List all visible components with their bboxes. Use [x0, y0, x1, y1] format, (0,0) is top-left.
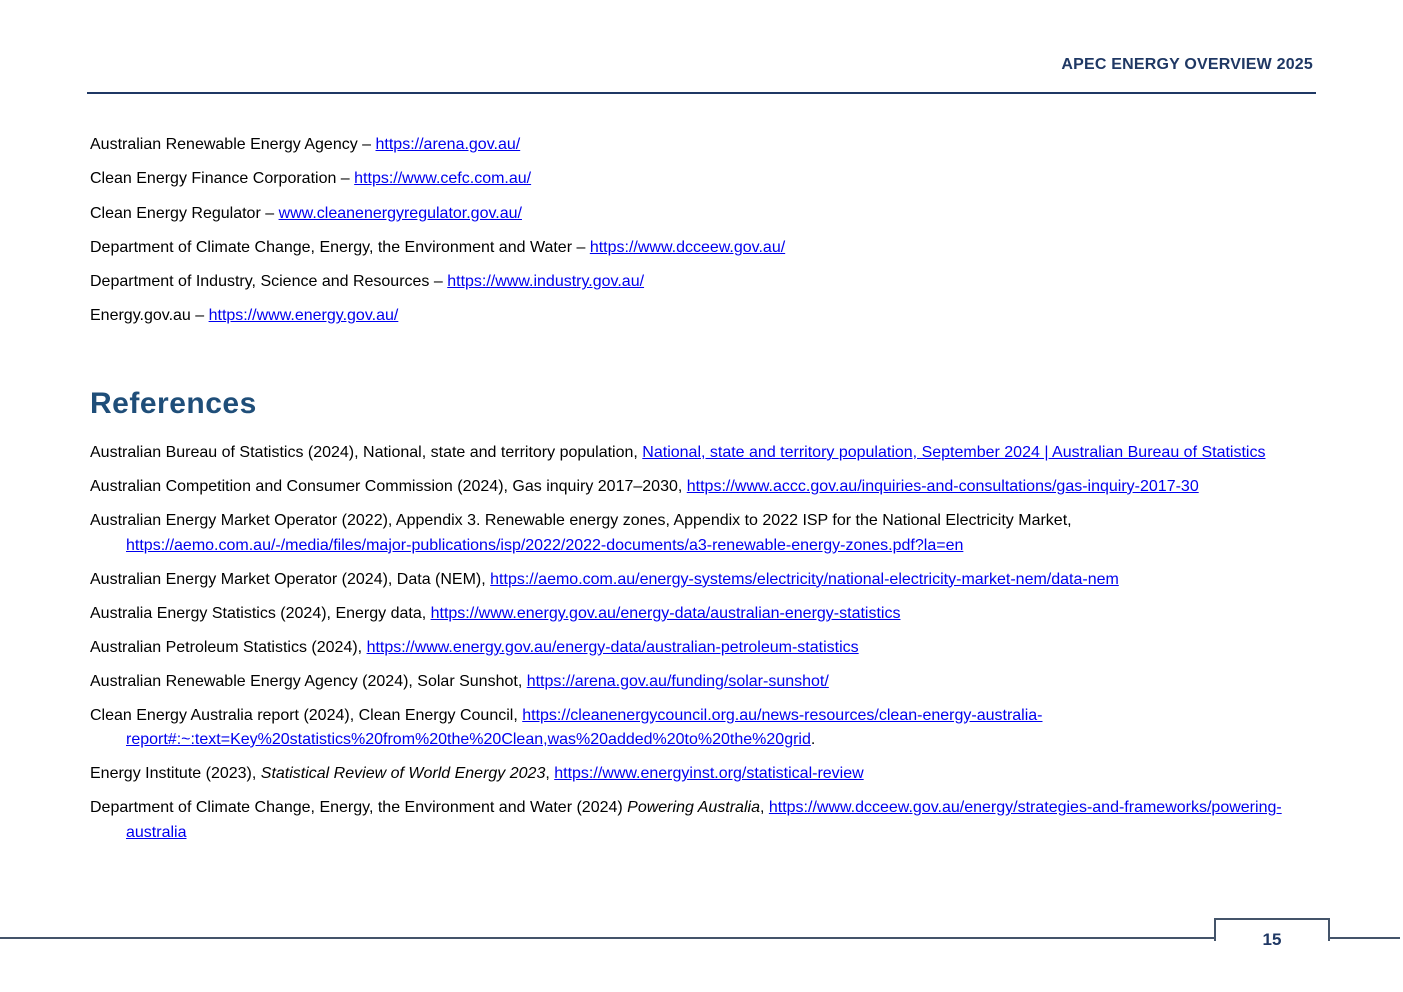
reference-text: Australian Bureau of Statistics (2024), National, state and territory population, [90, 444, 643, 461]
reference-link[interactable]: https://www.energy.gov.au/energy-data/australian-energy-statistics [430, 604, 901, 622]
references-list [90, 441, 1310, 855]
reference-separator: , [759, 799, 769, 816]
reference-entry [90, 509, 1310, 558]
link-item [90, 271, 1320, 305]
reference-separator: , [545, 765, 555, 782]
running-header-title: APEC ENERGY OVERVIEW 2025 [1061, 56, 1313, 73]
link-item-label: Clean Energy Finance Corporation – [90, 170, 355, 188]
reference-title: Statistical Review of World Energy 2023 [260, 765, 546, 782]
page-number: 15 [1262, 930, 1282, 949]
reference-link[interactable]: https://www.energy.gov.au/energy-data/australian-petroleum-statistics [366, 638, 859, 656]
link-item [90, 237, 1320, 271]
reference-link[interactable]: https://aemo.com.au/energy-systems/electricity/national-electricity-market-nem/data-nem [490, 570, 1119, 588]
footer-divider-left [0, 937, 1215, 939]
reference-entry [90, 704, 1310, 753]
reference-link[interactable]: https://cleanenergycouncil.org.au/news-resources/clean-energy-australia-report#:~:text=Key%20statistics%20from%20the%20Clean,was%20added%20to%20the%20grid [126, 706, 1043, 748]
link-item [90, 203, 1320, 237]
reference-suffix: . [810, 731, 816, 748]
link-item-url[interactable]: https://www.cefc.com.au/ [354, 170, 532, 188]
link-item-url[interactable]: https://www.dcceew.gov.au/ [589, 238, 786, 256]
reference-link[interactable]: https://arena.gov.au/funding/solar-sunshot/ [526, 672, 829, 690]
reference-entry [90, 475, 1310, 500]
reference-entry [90, 636, 1310, 661]
reference-title: Powering Australia [627, 799, 760, 816]
link-item [90, 168, 1320, 202]
reference-entry [90, 568, 1310, 593]
reference-entry [90, 670, 1310, 695]
link-item-label: Energy.gov.au – [90, 307, 209, 325]
reference-link[interactable]: National, state and territory population, September 2024 | Australian Bureau of Statistics [642, 444, 1266, 461]
reference-text: Energy Institute (2023), [90, 765, 261, 782]
reference-entry [90, 441, 1310, 466]
reference-link[interactable]: https://www.accc.gov.au/inquiries-and-consultations/gas-inquiry-2017-30 [686, 478, 1199, 495]
link-item-label: Department of Climate Change, Energy, the Environment and Water – [90, 238, 590, 256]
link-item-url[interactable]: https://arena.gov.au/ [375, 136, 521, 153]
references-heading: References [90, 387, 257, 420]
reference-text: Australian Renewable Energy Agency (2024), Solar Sunshot, [90, 672, 527, 690]
reference-entry [90, 796, 1310, 845]
reference-entry [90, 762, 1310, 787]
reference-entry [90, 602, 1310, 627]
link-item [90, 134, 1320, 168]
page-number-tab [1214, 918, 1330, 949]
link-item-url[interactable]: https://www.energy.gov.au/ [208, 307, 399, 325]
link-item-url[interactable]: www.cleanenergyregulator.gov.au/ [278, 204, 522, 222]
reference-link[interactable]: https://www.dcceew.gov.au/energy/strategies-and-frameworks/powering-australia [126, 799, 1282, 841]
link-item-label: Clean Energy Regulator – [90, 204, 279, 222]
link-item-url[interactable]: https://www.industry.gov.au/ [447, 273, 645, 291]
footer-divider-right [1327, 937, 1400, 939]
reference-text: Australian Energy Market Operator (2024), Data (NEM), [90, 570, 491, 588]
reference-text: Australian Energy Market Operator (2022), Appendix 3. Renewable energy zones, Appendix to 2022 ISP for the National Electricity Market, [90, 512, 1072, 529]
reference-text: Australia Energy Statistics (2024), Energy data, [90, 604, 431, 622]
link-item-label: Department of Industry, Science and Resources – [90, 273, 448, 291]
reference-text: Department of Climate Change, Energy, the Environment and Water (2024) [90, 799, 628, 816]
reference-link[interactable]: https://www.energyinst.org/statistical-review [554, 765, 864, 782]
link-item-label: Australian Renewable Energy Agency – [90, 136, 376, 153]
reference-text: Australian Competition and Consumer Commission (2024), Gas inquiry 2017–2030, [90, 478, 687, 495]
reference-text: Australian Petroleum Statistics (2024), [90, 638, 367, 656]
useful-links-list [90, 134, 1320, 340]
reference-link[interactable]: https://aemo.com.au/-/media/files/major-publications/isp/2022/2022-documents/a3-renewable-energy-zones.pdf?la=en [126, 536, 964, 554]
reference-text: Clean Energy Australia report (2024), Clean Energy Council, [90, 706, 523, 724]
link-item [90, 305, 1320, 339]
header-divider [87, 92, 1316, 94]
